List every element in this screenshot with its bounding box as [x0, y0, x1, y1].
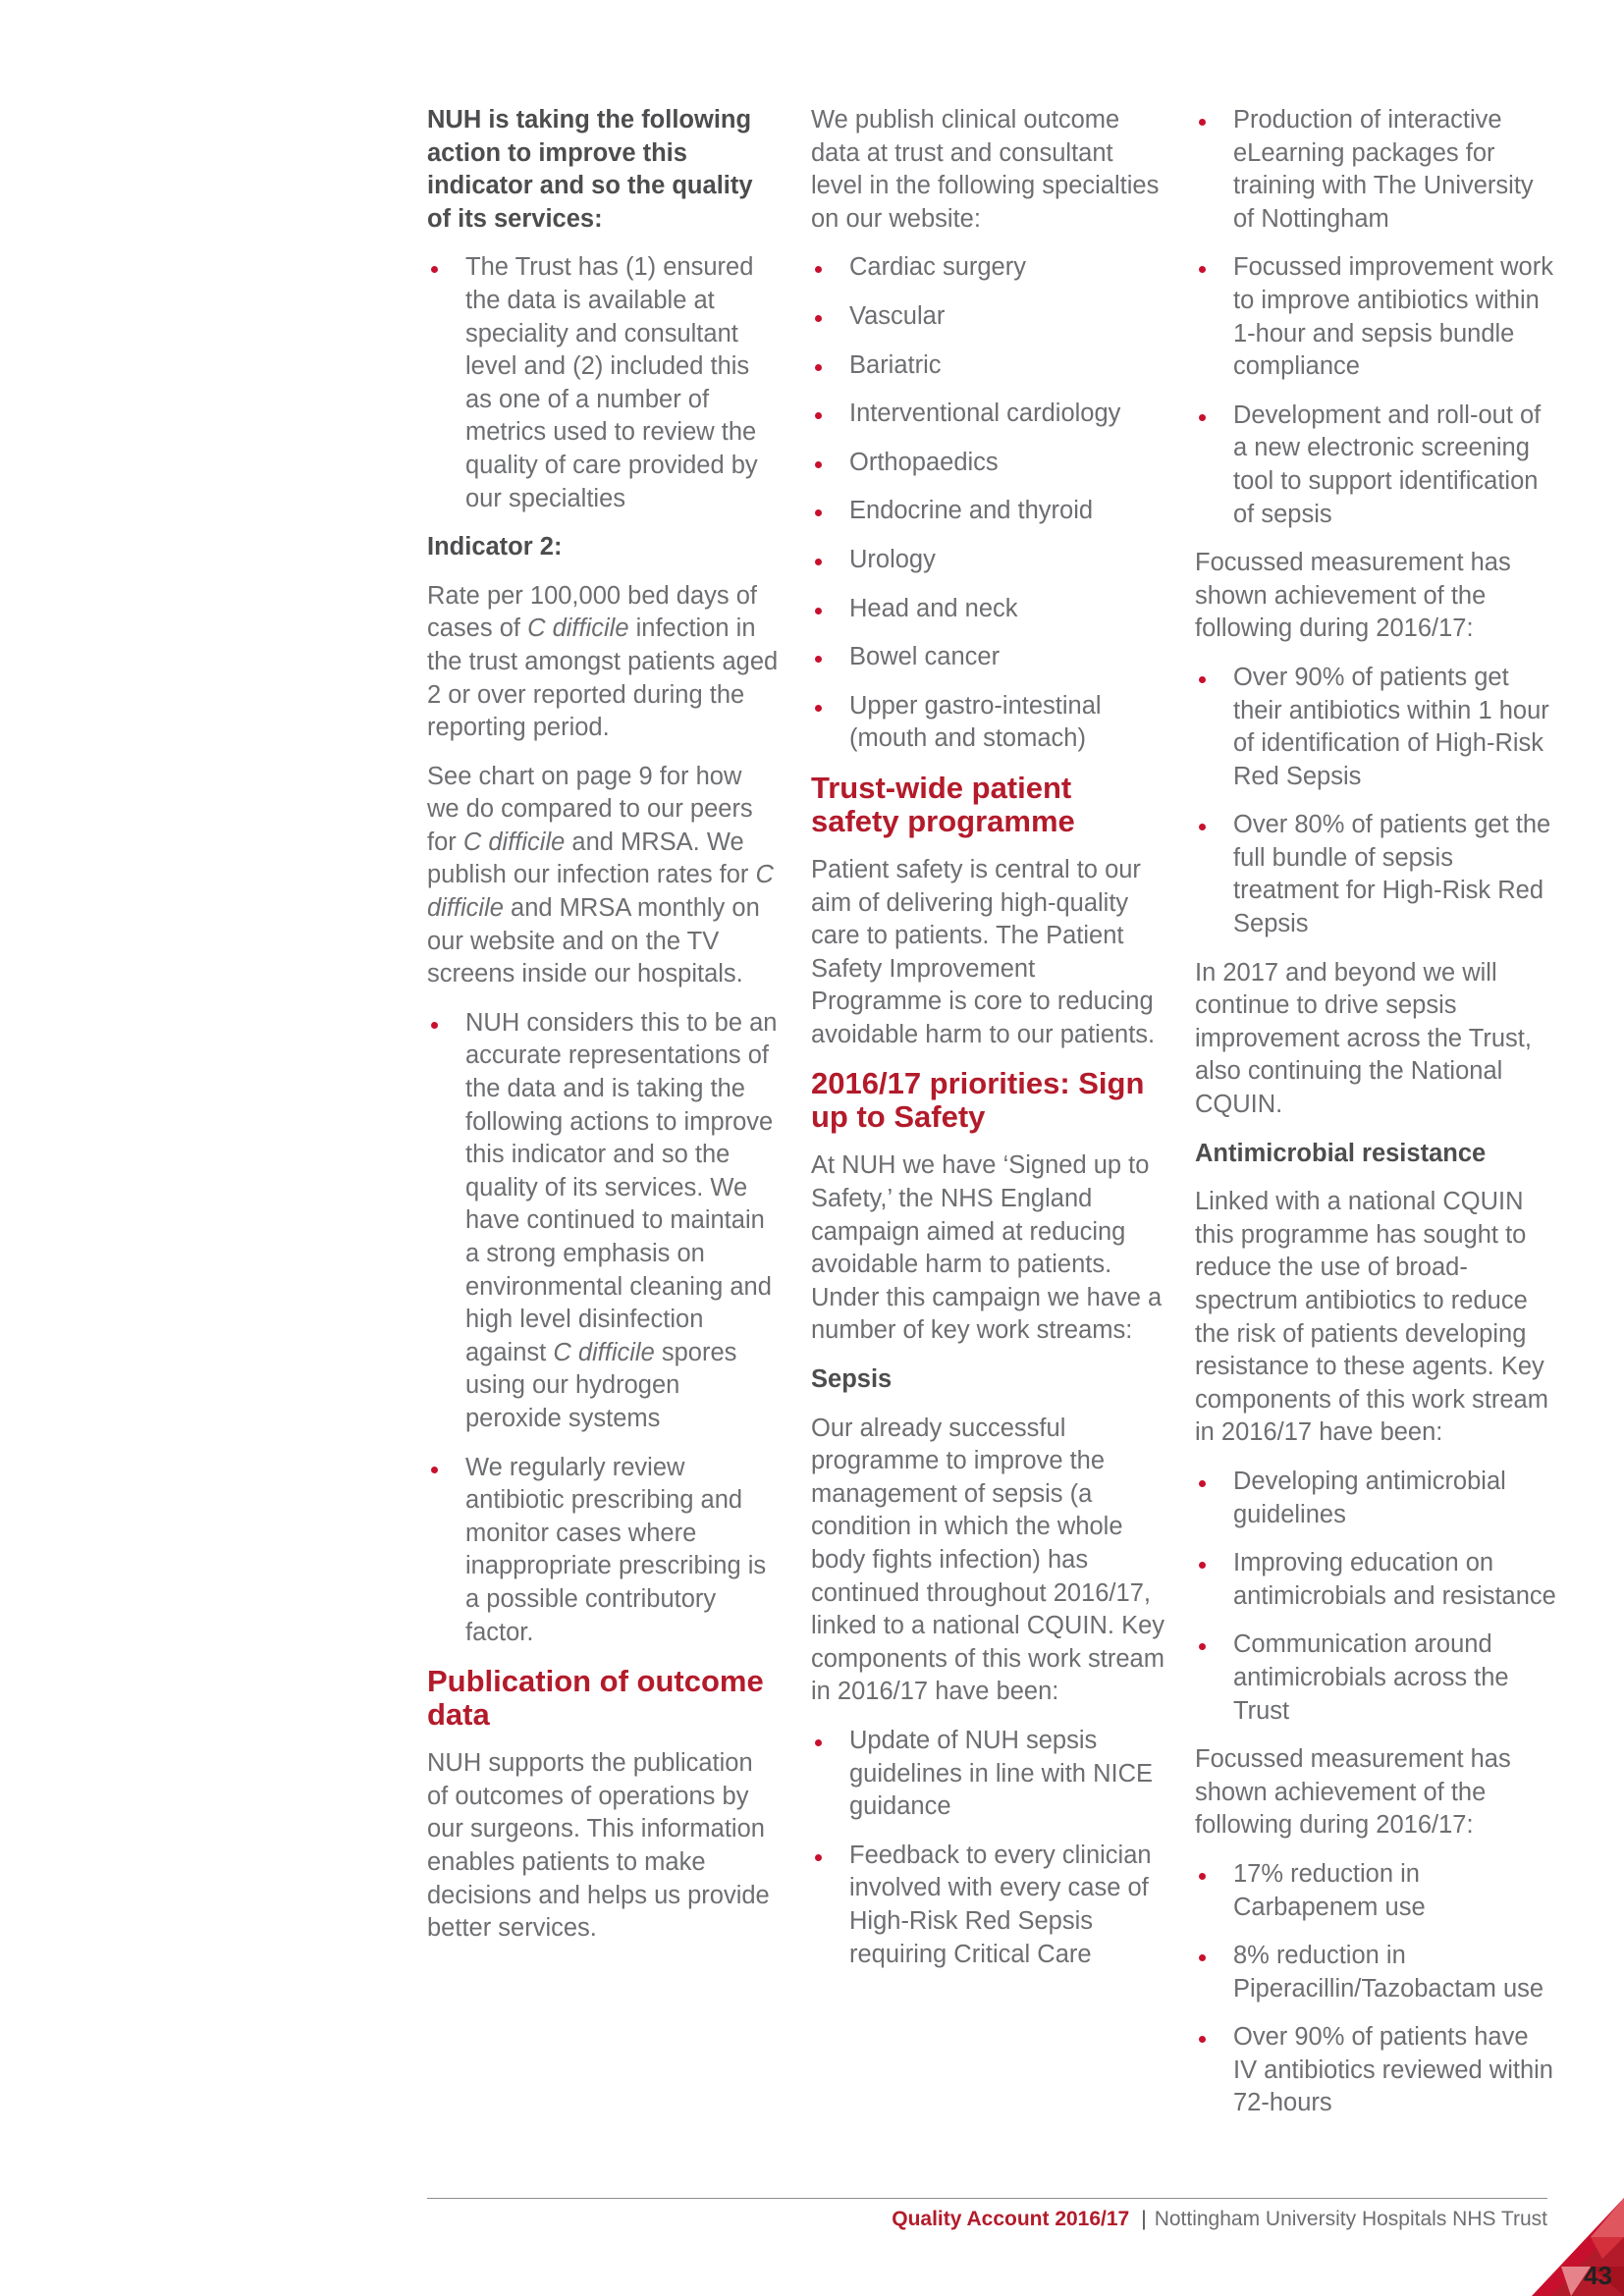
footer-separator: |	[1141, 2208, 1147, 2230]
priorities-heading: 2016/17 priorities: Sign up to Safety	[811, 1066, 1145, 1135]
amr-heading: Antimicrobial resistance	[1195, 1139, 1487, 1167]
sepsis-bullets	[811, 1725, 1166, 1971]
list-item: Bariatric	[811, 349, 1166, 383]
list-item: Over 90% of patients get their antibiotics within 1 hour of identification of High-Risk Red Sepsis	[1195, 662, 1558, 793]
list-item: Over 80% of patients get the full bundle of sepsis treatment for High-Risk Red Sepsis	[1195, 809, 1558, 940]
column-2	[811, 104, 1166, 1987]
list-item: Endocrine and thyroid	[811, 495, 1166, 528]
bullet-icon	[815, 559, 822, 565]
rate-paragraph: Rate per 100,000 bed days of cases of C difficile infection in the trust amongst patients aged 2 or over reported during the reporting period.	[427, 581, 779, 742]
measurement-paragraph-2: Focussed measurement has shown achievement of the following during 2016/17:	[1195, 1745, 1511, 1840]
amr-paragraph: Linked with a national CQUIN this programme has sought to reduce the use of broad-spectrum antibiotics to reduce the risk of patients developing resistance to these agents. Key components of this work stream in 2016/17 have been:	[1195, 1188, 1548, 1447]
publication-paragraph: NUH supports the publication of outcomes of operations by our surgeons. This information enables patients to make decisions and helps us provide better services.	[427, 1749, 770, 1943]
list-item: Development and roll-out of a new electronic screening tool to support identification of sepsis	[1195, 400, 1558, 531]
list-item: Production of interactive eLearning packages for training with The University of Nottingham	[1195, 104, 1558, 236]
bullet-icon	[815, 364, 822, 371]
sepsis-heading: Sepsis	[811, 1365, 893, 1394]
beyond-paragraph: In 2017 and beyond we will continue to drive sepsis improvement across the Trust, also continuing the National CQUIN.	[1195, 958, 1532, 1119]
bullet-icon	[1199, 824, 1206, 830]
outcome-intro: We publish clinical outcome data at trust and consultant level in the following specialties on our website:	[811, 106, 1160, 233]
list-item: Interventional cardiology	[811, 398, 1166, 431]
bullet-icon	[815, 608, 822, 614]
list-item: Focussed improvement work to improve antibiotics within 1-hour and sepsis bundle compliance	[1195, 251, 1558, 383]
see-chart-paragraph: See chart on page 9 for how we do compared to our peers for C difficile and MRSA. We publish our infection rates for C difficile and MRSA monthly on our website and on the TV screens inside our hospitals.	[427, 762, 774, 988]
bullet-icon	[1199, 2036, 1206, 2043]
list-item: 8% reduction in Piperacillin/Tazobactam use	[1195, 1940, 1558, 2005]
list-item: Improving education on antimicrobials and resistance	[1195, 1547, 1558, 1613]
sepsis-bullets-continued	[1195, 104, 1558, 531]
measurement-bullets-2	[1195, 1858, 1558, 2120]
bullet-icon	[1199, 1954, 1206, 1961]
action-lead: NUH is taking the following action to improve this indicator and so the quality of its services:	[427, 106, 753, 233]
sepsis-paragraph: Our already successful programme to improve the management of sepsis (a condition in which the whole body fights infection) has continued throughout 2016/17, linked to a national CQUIN. Key components of this work stream in 2016/17 have been:	[811, 1414, 1165, 1706]
list-item: Cardiac surgery	[811, 251, 1166, 285]
bullet-icon	[431, 1467, 438, 1473]
list-item: Bowel cancer	[811, 641, 1166, 674]
trust-wide-heading: Trust-wide patient safety programme	[811, 770, 1075, 838]
list-item: NUH considers this to be an accurate representations of the data and is taking the following actions to improve this indicator and so the quality of its services. We have continued to maintain a strong emphasis on environmental cleaning and high level disinfection against C difficile spores using our hydrogen peroxide systems	[427, 1007, 781, 1436]
indicator-heading: Indicator 2:	[427, 533, 563, 561]
page-number: 43	[1584, 2261, 1612, 2290]
column-3	[1195, 104, 1558, 2136]
bullet-icon	[815, 705, 822, 712]
action-bullets	[427, 251, 781, 515]
column-1	[427, 104, 781, 1961]
bullet-icon	[815, 1739, 822, 1746]
bullet-icon	[1199, 414, 1206, 421]
footer-divider	[427, 2198, 1547, 2199]
list-item: Orthopaedics	[811, 447, 1166, 480]
bullet-icon	[815, 656, 822, 663]
footer	[892, 2205, 1547, 2234]
bullet-icon	[1199, 1480, 1206, 1487]
trust-wide-paragraph: Patient safety is central to our aim of delivering high-quality care to patients. The Patient Safety Improvement Programme is core to reducing avoidable harm to our patients.	[811, 855, 1156, 1048]
amr-bullets	[1195, 1466, 1558, 1728]
bullet-icon	[1199, 266, 1206, 273]
list-item: Over 90% of patients have IV antibiotics reviewed within 72-hours	[1195, 2021, 1558, 2120]
bullet-icon	[815, 266, 822, 273]
footer-title: Quality Account 2016/17	[892, 2208, 1130, 2230]
bullet-icon	[1199, 1873, 1206, 1880]
bullet-icon	[815, 1854, 822, 1861]
bullet-icon	[431, 266, 438, 273]
bullet-icon	[815, 461, 822, 468]
list-item: Developing antimicrobial guidelines	[1195, 1466, 1558, 1531]
list-item: The Trust has (1) ensured the data is available at speciality and consultant level and (2) included this as one of a number of metrics used to review the quality of care provided by our specialties	[427, 251, 781, 515]
bullet-icon	[1199, 119, 1206, 126]
considers-bullets	[427, 1007, 781, 1649]
bullet-icon	[1199, 1562, 1206, 1569]
measurement-paragraph: Focussed measurement has shown achievement of the following during 2016/17:	[1195, 549, 1511, 643]
list-item: Update of NUH sepsis guidelines in line with NICE guidance	[811, 1725, 1166, 1824]
list-item: Urology	[811, 544, 1166, 577]
list-item: Upper gastro-intestinal (mouth and stomach)	[811, 690, 1166, 756]
bullet-icon	[431, 1022, 438, 1029]
list-item: Vascular	[811, 300, 1166, 334]
list-item: Head and neck	[811, 593, 1166, 626]
measurement-bullets	[1195, 662, 1558, 941]
list-item: 17% reduction in Carbapenem use	[1195, 1858, 1558, 1924]
list-item: Feedback to every clinician involved with every case of High-Risk Red Sepsis requiring Critical Care	[811, 1840, 1166, 1971]
bullet-icon	[815, 315, 822, 322]
footer-organisation: Nottingham University Hospitals NHS Trust	[1154, 2208, 1547, 2230]
bullet-icon	[1199, 676, 1206, 683]
bullet-icon	[1199, 1643, 1206, 1650]
publication-heading: Publication of outcome data	[427, 1664, 764, 1733]
bullet-icon	[815, 412, 822, 419]
priorities-paragraph: At NUH we have ‘Signed up to Safety,’ the NHS England campaign aimed at reducing avoidable harm to patients. Under this campaign we have a number of key work streams:	[811, 1151, 1163, 1345]
specialties-list	[811, 251, 1166, 756]
bullet-icon	[815, 509, 822, 516]
list-item: We regularly review antibiotic prescribing and monitor cases where inappropriate prescribing is a possible contributory factor.	[427, 1452, 781, 1650]
list-item: Communication around antimicrobials across the Trust	[1195, 1629, 1558, 1728]
